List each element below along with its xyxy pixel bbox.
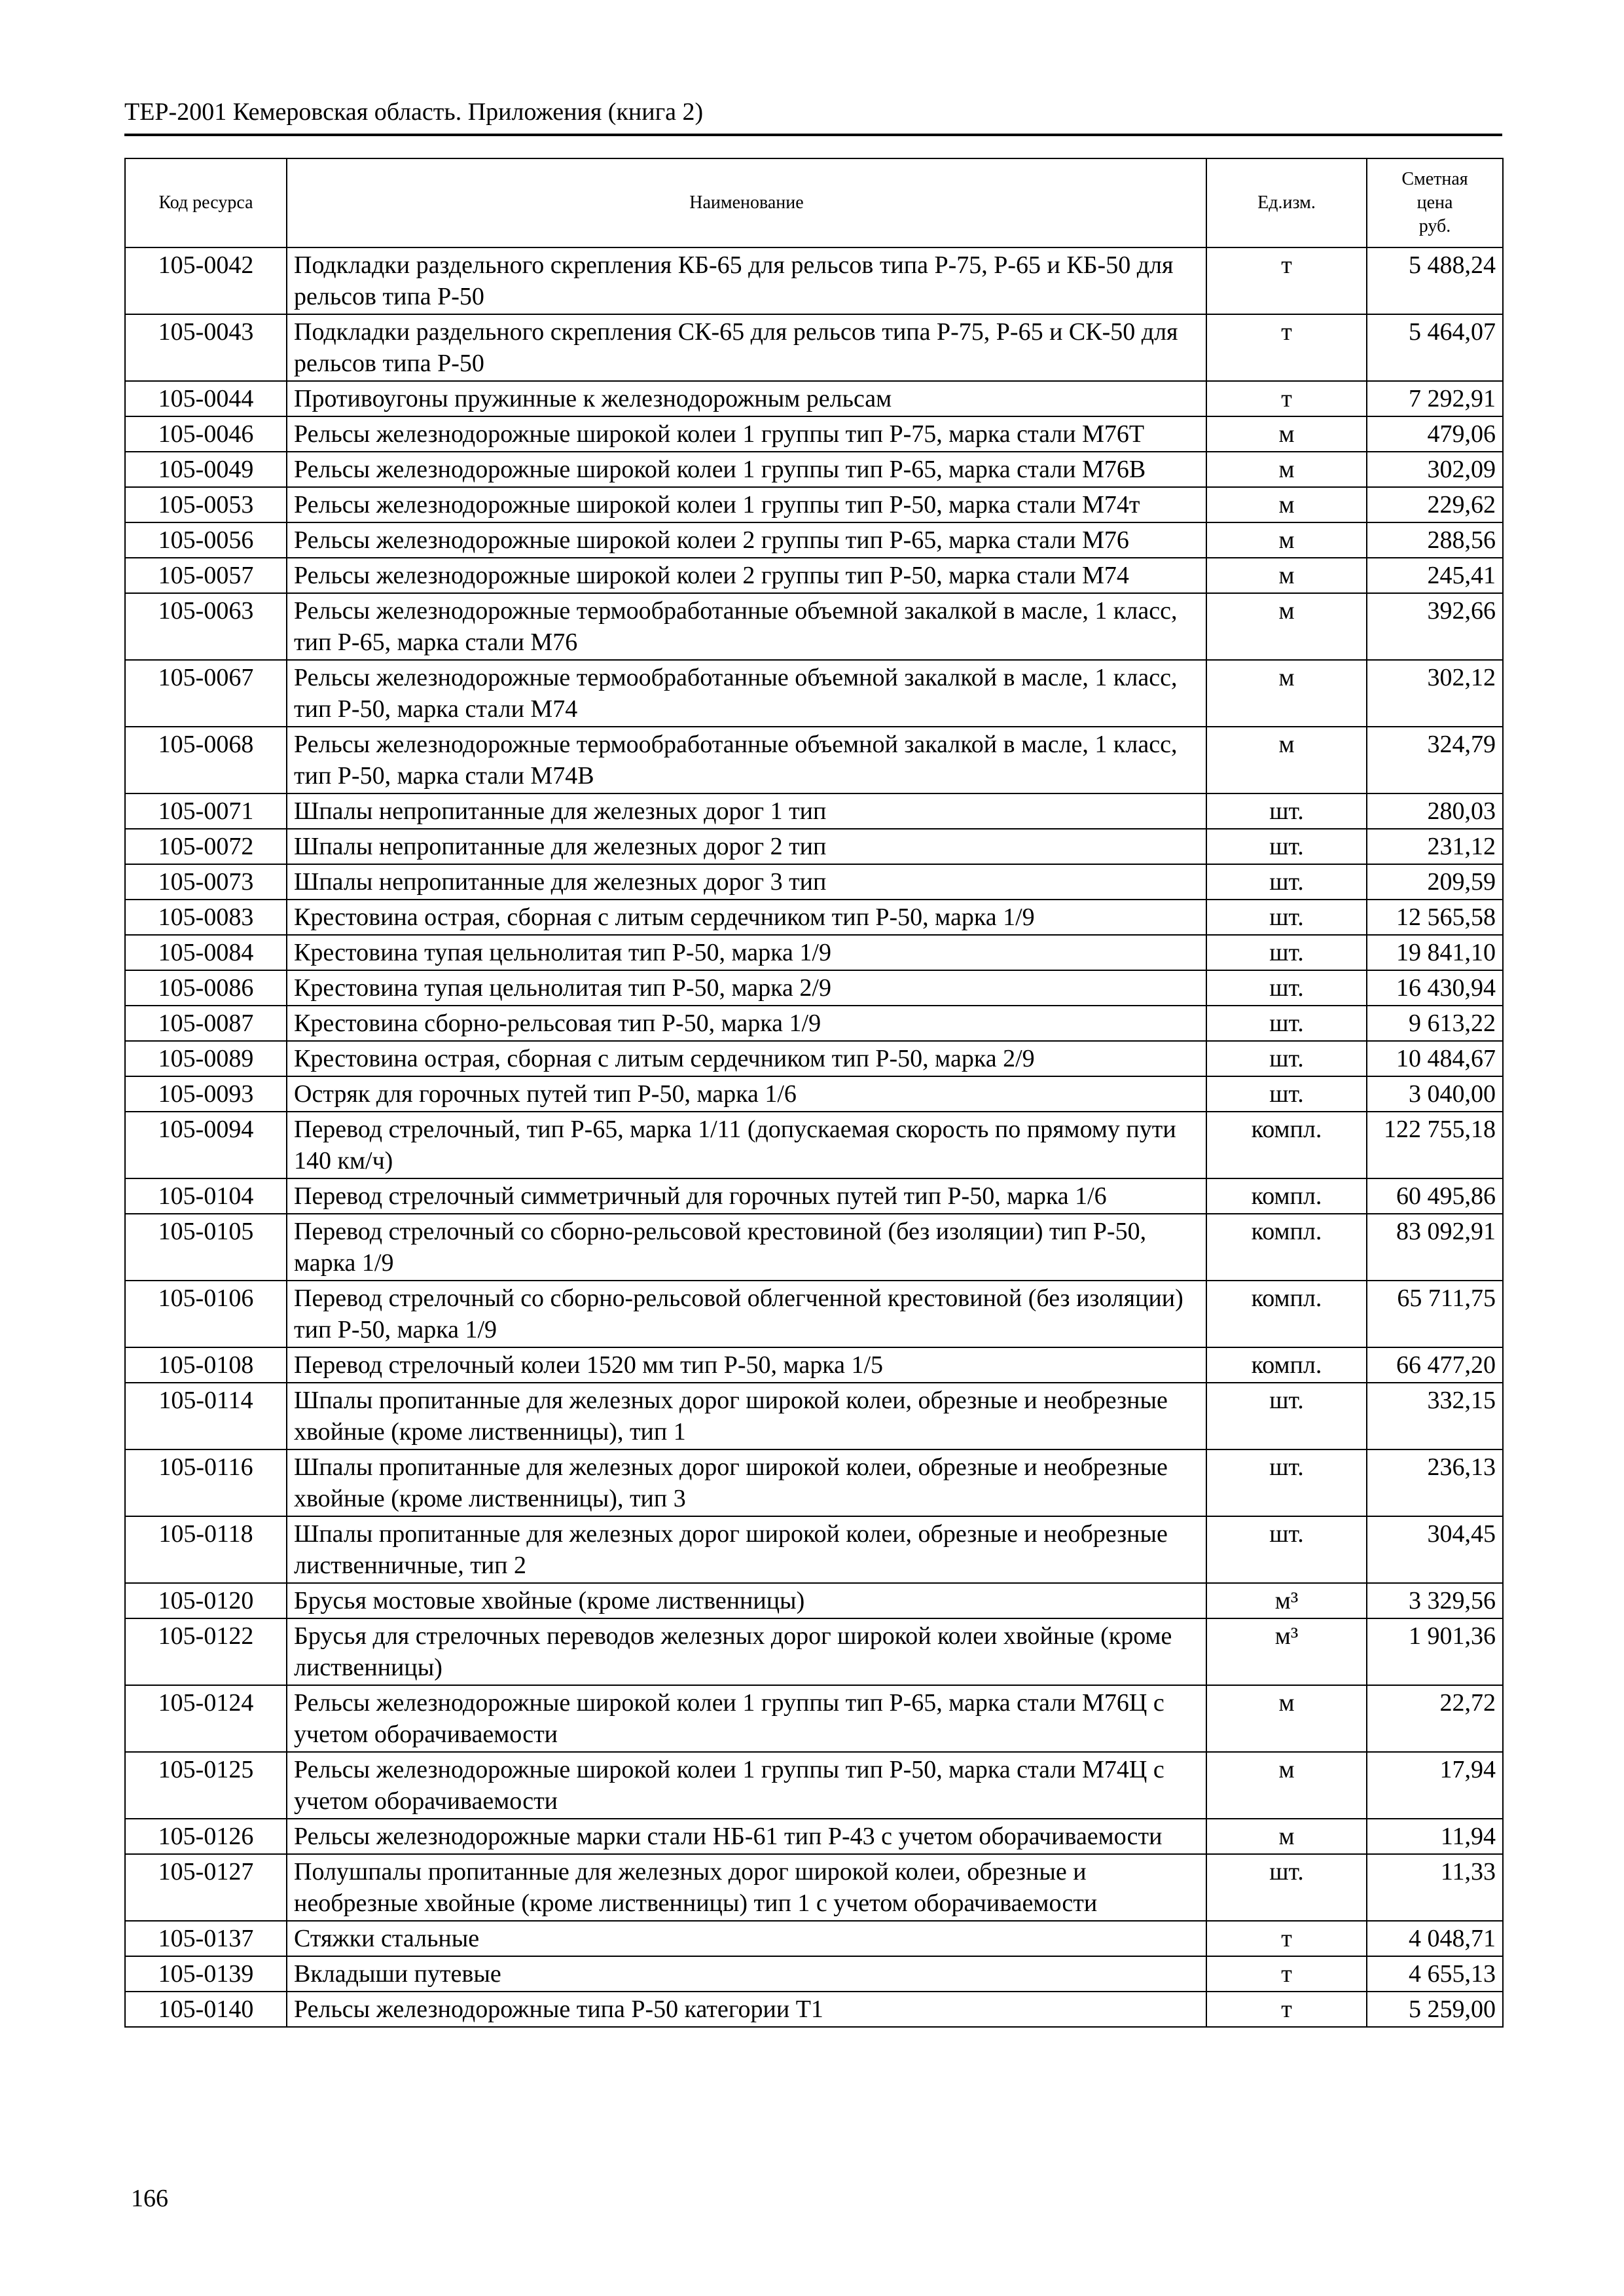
- unit-cell: шт.: [1206, 829, 1367, 864]
- price-cell: 5 464,07: [1367, 314, 1503, 381]
- resource-code-cell: 105-0067: [125, 660, 287, 727]
- unit-cell: компл.: [1206, 1178, 1367, 1214]
- table-row: [125, 1041, 1503, 1076]
- resource-name-cell: Остряк для горочных путей тип Р-50, марка 1/6: [287, 1076, 1206, 1112]
- price-cell: 4 655,13: [1367, 1956, 1503, 1992]
- table-row: [125, 487, 1503, 522]
- resource-code-cell: 105-0118: [125, 1516, 287, 1583]
- resource-name-cell: Шпалы пропитанные для железных дорог широкой колеи, обрезные и необрезные хвойные (кроме лиственницы), тип 3: [287, 1449, 1206, 1516]
- resource-code-cell: 105-0114: [125, 1383, 287, 1449]
- unit-cell: м: [1206, 452, 1367, 487]
- resource-code-cell: 105-0084: [125, 935, 287, 970]
- table-row: [125, 1076, 1503, 1112]
- price-cell: 60 495,86: [1367, 1178, 1503, 1214]
- resource-code-cell: 105-0049: [125, 452, 287, 487]
- resource-name-cell: Перевод стрелочный со сборно-рельсовой облегченной крестовиной (без изоляции) тип Р-50, марка 1/9: [287, 1281, 1206, 1347]
- document-title: ТЕР-2001 Кемеровская область. Приложения (книга 2): [124, 98, 704, 126]
- price-cell: 324,79: [1367, 727, 1503, 793]
- resource-code-cell: 105-0068: [125, 727, 287, 793]
- unit-cell: т: [1206, 1992, 1367, 2027]
- price-cell: 66 477,20: [1367, 1347, 1503, 1383]
- resource-name-cell: Перевод стрелочный, тип Р-65, марка 1/11 (допускаемая скорость по прямому пути 140 км/ч): [287, 1112, 1206, 1178]
- resource-name-cell: Рельсы железнодорожные широкой колеи 1 группы тип Р-50, марка стали М74т: [287, 487, 1206, 522]
- price-cell: 245,41: [1367, 558, 1503, 593]
- resource-name-cell: Шпалы непропитанные для железных дорог 2 тип: [287, 829, 1206, 864]
- resource-code-cell: 105-0120: [125, 1583, 287, 1618]
- price-cell: 332,15: [1367, 1383, 1503, 1449]
- unit-cell: шт.: [1206, 900, 1367, 935]
- resource-code-cell: 105-0093: [125, 1076, 287, 1112]
- unit-cell: шт.: [1206, 1041, 1367, 1076]
- resource-code-cell: 105-0053: [125, 487, 287, 522]
- resource-code-cell: 105-0063: [125, 593, 287, 660]
- page-header: [124, 97, 1502, 136]
- resource-name-cell: Брусья для стрелочных переводов железных дорог широкой колеи хвойные (кроме лиственницы): [287, 1618, 1206, 1685]
- table-row: [125, 1752, 1503, 1819]
- column-header-name: Наименование: [287, 158, 1206, 247]
- unit-cell: шт.: [1206, 1006, 1367, 1041]
- price-cell: 9 613,22: [1367, 1006, 1503, 1041]
- resource-name-cell: Шпалы пропитанные для железных дорог широкой колеи, обрезные и необрезные лиственничные, тип 2: [287, 1516, 1206, 1583]
- table-row: [125, 935, 1503, 970]
- resource-code-cell: 105-0124: [125, 1685, 287, 1752]
- unit-cell: м³: [1206, 1583, 1367, 1618]
- unit-cell: компл.: [1206, 1347, 1367, 1383]
- table-row: [125, 1347, 1503, 1383]
- resource-code-cell: 105-0140: [125, 1992, 287, 2027]
- table-row: [125, 522, 1503, 558]
- price-cell: 11,94: [1367, 1819, 1503, 1854]
- price-cell: 19 841,10: [1367, 935, 1503, 970]
- price-cell: 229,62: [1367, 487, 1503, 522]
- unit-cell: т: [1206, 247, 1367, 314]
- table-row: [125, 1685, 1503, 1752]
- resource-name-cell: Вкладыши путевые: [287, 1956, 1206, 1992]
- resource-name-cell: Рельсы железнодорожные широкой колеи 1 группы тип Р-50, марка стали М74Ц с учетом оборачиваемости: [287, 1752, 1206, 1819]
- unit-cell: м: [1206, 660, 1367, 727]
- unit-cell: т: [1206, 314, 1367, 381]
- table-row: [125, 247, 1503, 314]
- table-row: [125, 1854, 1503, 1921]
- table-row: [125, 1112, 1503, 1178]
- resource-name-cell: Крестовина острая, сборная с литым сердечником тип Р-50, марка 2/9: [287, 1041, 1206, 1076]
- table-row: [125, 829, 1503, 864]
- unit-cell: м: [1206, 1685, 1367, 1752]
- price-cell: 5 259,00: [1367, 1992, 1503, 2027]
- resource-code-cell: 105-0044: [125, 381, 287, 416]
- resource-code-cell: 105-0125: [125, 1752, 287, 1819]
- price-cell: 304,45: [1367, 1516, 1503, 1583]
- table-row: [125, 900, 1503, 935]
- table-row: [125, 1516, 1503, 1583]
- resource-name-cell: Перевод стрелочный со сборно-рельсовой крестовиной (без изоляции) тип Р-50, марка 1/9: [287, 1214, 1206, 1281]
- price-cell: 12 565,58: [1367, 900, 1503, 935]
- resource-name-cell: Перевод стрелочный симметричный для горочных путей тип Р-50, марка 1/6: [287, 1178, 1206, 1214]
- unit-cell: компл.: [1206, 1112, 1367, 1178]
- resource-code-cell: 105-0057: [125, 558, 287, 593]
- resource-code-cell: 105-0139: [125, 1956, 287, 1992]
- table-row: [125, 1618, 1503, 1685]
- table-row: [125, 1281, 1503, 1347]
- resource-code-cell: 105-0137: [125, 1921, 287, 1956]
- resource-name-cell: Рельсы железнодорожные широкой колеи 1 группы тип Р-65, марка стали М76Ц с учетом оборачиваемости: [287, 1685, 1206, 1752]
- table-row: [125, 314, 1503, 381]
- resource-name-cell: Противоугоны пружинные к железнодорожным рельсам: [287, 381, 1206, 416]
- resource-code-cell: 105-0086: [125, 970, 287, 1006]
- table-row: [125, 1921, 1503, 1956]
- resource-name-cell: Стяжки стальные: [287, 1921, 1206, 1956]
- unit-cell: шт.: [1206, 864, 1367, 900]
- resource-name-cell: Рельсы железнодорожные широкой колеи 2 группы тип Р-50, марка стали М74: [287, 558, 1206, 593]
- resource-code-cell: 105-0108: [125, 1347, 287, 1383]
- resource-code-cell: 105-0056: [125, 522, 287, 558]
- table-row: [125, 1992, 1503, 2027]
- table-row: [125, 793, 1503, 829]
- price-cell: 65 711,75: [1367, 1281, 1503, 1347]
- price-cell: 236,13: [1367, 1449, 1503, 1516]
- resource-code-cell: 105-0089: [125, 1041, 287, 1076]
- unit-cell: шт.: [1206, 1383, 1367, 1449]
- price-cell: 392,66: [1367, 593, 1503, 660]
- unit-cell: м: [1206, 416, 1367, 452]
- unit-cell: м: [1206, 522, 1367, 558]
- resource-code-cell: 105-0106: [125, 1281, 287, 1347]
- price-cell: 302,09: [1367, 452, 1503, 487]
- table-header-row: [125, 158, 1503, 247]
- price-cell: 5 488,24: [1367, 247, 1503, 314]
- unit-cell: т: [1206, 381, 1367, 416]
- resource-name-cell: Шпалы пропитанные для железных дорог широкой колеи, обрезные и необрезные хвойные (кроме лиственницы), тип 1: [287, 1383, 1206, 1449]
- page-number: 166: [131, 2185, 168, 2212]
- price-cell: 11,33: [1367, 1854, 1503, 1921]
- price-cell: 83 092,91: [1367, 1214, 1503, 1281]
- resource-name-cell: Полушпалы пропитанные для железных дорог широкой колеи, обрезные и необрезные хвойные (кроме лиственницы) тип 1 с учетом оборачиваемости: [287, 1854, 1206, 1921]
- resource-code-cell: 105-0104: [125, 1178, 287, 1214]
- table-row: [125, 1956, 1503, 1992]
- resource-code-cell: 105-0122: [125, 1618, 287, 1685]
- table-row: [125, 381, 1503, 416]
- table-row: [125, 1383, 1503, 1449]
- price-cell: 10 484,67: [1367, 1041, 1503, 1076]
- resource-name-cell: Подкладки раздельного скрепления КБ-65 для рельсов типа Р-75, Р-65 и КБ-50 для рельсов типа Р-50: [287, 247, 1206, 314]
- resource-code-cell: 105-0087: [125, 1006, 287, 1041]
- resource-code-cell: 105-0043: [125, 314, 287, 381]
- unit-cell: м: [1206, 1752, 1367, 1819]
- price-cell: 122 755,18: [1367, 1112, 1503, 1178]
- unit-cell: м: [1206, 487, 1367, 522]
- price-cell: 280,03: [1367, 793, 1503, 829]
- resource-name-cell: Рельсы железнодорожные широкой колеи 1 группы тип Р-65, марка стали М76В: [287, 452, 1206, 487]
- resource-name-cell: Рельсы железнодорожные широкой колеи 1 группы тип Р-75, марка стали М76Т: [287, 416, 1206, 452]
- price-cell: 302,12: [1367, 660, 1503, 727]
- unit-cell: шт.: [1206, 935, 1367, 970]
- column-header-price: Сметная цена руб.: [1367, 158, 1503, 247]
- table-row: [125, 864, 1503, 900]
- unit-cell: шт.: [1206, 1516, 1367, 1583]
- price-cell: 479,06: [1367, 416, 1503, 452]
- unit-cell: т: [1206, 1921, 1367, 1956]
- resource-code-cell: 105-0105: [125, 1214, 287, 1281]
- resource-code-cell: 105-0083: [125, 900, 287, 935]
- price-cell: 3 329,56: [1367, 1583, 1503, 1618]
- resource-code-cell: 105-0073: [125, 864, 287, 900]
- table-row: [125, 970, 1503, 1006]
- resource-name-cell: Перевод стрелочный колеи 1520 мм тип Р-50, марка 1/5: [287, 1347, 1206, 1383]
- price-cell: 22,72: [1367, 1685, 1503, 1752]
- table-row: [125, 1819, 1503, 1854]
- table-row: [125, 1006, 1503, 1041]
- resource-name-cell: Рельсы железнодорожные термообработанные объемной закалкой в масле, 1 класс, тип Р-50, марка стали М74: [287, 660, 1206, 727]
- price-cell: 231,12: [1367, 829, 1503, 864]
- price-cell: 209,59: [1367, 864, 1503, 900]
- resource-code-cell: 105-0072: [125, 829, 287, 864]
- resource-name-cell: Крестовина тупая цельнолитая тип Р-50, марка 2/9: [287, 970, 1206, 1006]
- price-cell: 16 430,94: [1367, 970, 1503, 1006]
- column-header-code: Код ресурса: [125, 158, 287, 247]
- unit-cell: шт.: [1206, 1449, 1367, 1516]
- table-row: [125, 1214, 1503, 1281]
- resource-name-cell: Крестовина острая, сборная с литым сердечником тип Р-50, марка 1/9: [287, 900, 1206, 935]
- resource-code-cell: 105-0094: [125, 1112, 287, 1178]
- price-cell: 17,94: [1367, 1752, 1503, 1819]
- resource-name-cell: Рельсы железнодорожные марки стали НБ-61 тип Р-43 с учетом оборачиваемости: [287, 1819, 1206, 1854]
- resource-code-cell: 105-0116: [125, 1449, 287, 1516]
- unit-cell: т: [1206, 1956, 1367, 1992]
- resource-code-cell: 105-0046: [125, 416, 287, 452]
- column-header-unit: Ед.изм.: [1206, 158, 1367, 247]
- resource-name-cell: Крестовина сборно-рельсовая тип Р-50, марка 1/9: [287, 1006, 1206, 1041]
- table-row: [125, 727, 1503, 793]
- price-table: [124, 158, 1504, 2028]
- table-row: [125, 593, 1503, 660]
- resource-code-cell: 105-0127: [125, 1854, 287, 1921]
- resource-name-cell: Рельсы железнодорожные термообработанные объемной закалкой в масле, 1 класс, тип Р-65, марка стали М76: [287, 593, 1206, 660]
- unit-cell: шт.: [1206, 1076, 1367, 1112]
- table-row: [125, 452, 1503, 487]
- unit-cell: шт.: [1206, 970, 1367, 1006]
- price-cell: 7 292,91: [1367, 381, 1503, 416]
- price-cell: 288,56: [1367, 522, 1503, 558]
- table-row: [125, 1583, 1503, 1618]
- resource-name-cell: Шпалы непропитанные для железных дорог 1 тип: [287, 793, 1206, 829]
- unit-cell: м: [1206, 593, 1367, 660]
- price-cell: 4 048,71: [1367, 1921, 1503, 1956]
- price-cell: 1 901,36: [1367, 1618, 1503, 1685]
- unit-cell: шт.: [1206, 793, 1367, 829]
- price-cell: 3 040,00: [1367, 1076, 1503, 1112]
- table-row: [125, 660, 1503, 727]
- unit-cell: компл.: [1206, 1281, 1367, 1347]
- resource-name-cell: Рельсы железнодорожные термообработанные объемной закалкой в масле, 1 класс, тип Р-50, марка стали М74В: [287, 727, 1206, 793]
- resource-code-cell: 105-0126: [125, 1819, 287, 1854]
- unit-cell: компл.: [1206, 1214, 1367, 1281]
- table-row: [125, 1449, 1503, 1516]
- unit-cell: м: [1206, 1819, 1367, 1854]
- table-body: [125, 247, 1503, 2027]
- resource-code-cell: 105-0042: [125, 247, 287, 314]
- resource-name-cell: Рельсы железнодорожные широкой колеи 2 группы тип Р-65, марка стали М76: [287, 522, 1206, 558]
- table-row: [125, 558, 1503, 593]
- unit-cell: м³: [1206, 1618, 1367, 1685]
- resource-name-cell: Брусья мостовые хвойные (кроме лиственницы): [287, 1583, 1206, 1618]
- table-row: [125, 1178, 1503, 1214]
- resource-name-cell: Шпалы непропитанные для железных дорог 3 тип: [287, 864, 1206, 900]
- resource-name-cell: Рельсы железнодорожные типа Р-50 категории Т1: [287, 1992, 1206, 2027]
- resource-name-cell: Крестовина тупая цельнолитая тип Р-50, марка 1/9: [287, 935, 1206, 970]
- resource-code-cell: 105-0071: [125, 793, 287, 829]
- unit-cell: шт.: [1206, 1854, 1367, 1921]
- unit-cell: м: [1206, 558, 1367, 593]
- resource-name-cell: Подкладки раздельного скрепления СК-65 для рельсов типа Р-75, Р-65 и СК-50 для рельсов типа Р-50: [287, 314, 1206, 381]
- table-row: [125, 416, 1503, 452]
- unit-cell: м: [1206, 727, 1367, 793]
